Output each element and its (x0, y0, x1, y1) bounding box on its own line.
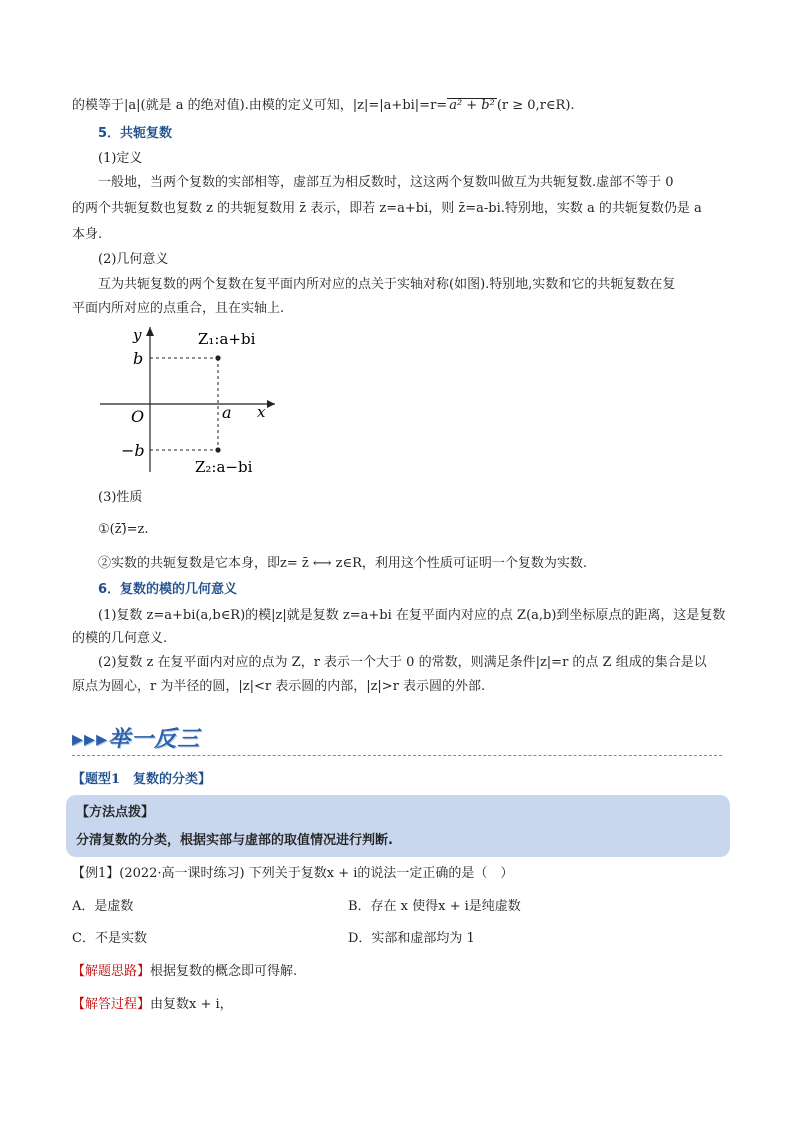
solution-process-label: 【解答过程】 (72, 997, 151, 1012)
a-label: a (222, 403, 232, 422)
example-stem: 【例1】(2022·高一课时练习) 下列关于复数x + i的说法一定正确的是（ ） (72, 866, 514, 881)
section-divider (72, 755, 722, 756)
option-b: B．存在 x 使得x + i是纯虚数 (348, 899, 521, 914)
modulus-text-line (72, 93, 722, 119)
x-axis-label: x (257, 403, 266, 421)
modulus-line-2: 的模的几何意义. (72, 631, 168, 646)
modulus-condition: (r ≥ 0,r∈R). (496, 98, 575, 113)
tip-title: 【方法点拨】 (76, 805, 155, 820)
sqrt-expression: a² + b² (449, 98, 495, 113)
solution-process-text: 由复数x + i， (150, 997, 233, 1012)
solution-idea-text: 根据复数的概念即可得解. (150, 964, 298, 979)
complex-plane-figure (95, 322, 285, 482)
z1-label: Z₁:a+bi (198, 330, 256, 348)
solution-idea-label: 【解题思路】 (72, 964, 151, 979)
modulus-line-4: 原点为圆心，r 为半径的圆，|z|<r 表示圆的内部，|z|>r 表示圆的外部. (72, 679, 486, 694)
section-banner: ▸▸▸举一反三 (72, 727, 201, 752)
modulus-definition: 的模等于|a|(就是 a 的绝对值).由模的定义可知，|z|=|a+bi|=r= (72, 98, 448, 113)
option-d: D．实部和虚部均为 1 (348, 931, 475, 946)
z2-label: Z₂:a−bi (195, 458, 253, 476)
geometry-title: (2)几何意义 (98, 252, 169, 267)
property-1: ①(z̄)̄=z. (98, 522, 149, 537)
tip-text: 分清复数的分类，根据实部与虚部的取值情况进行判断. (76, 833, 393, 848)
point-z1 (215, 355, 220, 360)
modulus-line-1: (1)复数 z=a+bi(a,b∈R)的模|z|就是复数 z=a+bi 在复平面内对应的点 Z(a,b)到坐标原点的距离，这是复数 (98, 608, 726, 623)
option-c: C．不是实数 (72, 931, 147, 946)
neg-b-label: −b (121, 441, 145, 460)
b-label: b (133, 349, 144, 368)
x-axis-arrow-icon (267, 400, 275, 408)
definition-title: (1)定义 (98, 151, 143, 166)
solution-idea (72, 959, 722, 985)
property-2: ②实数的共轭复数是它本身，即z= z̄ ⟷ z∈R，利用这个性质可证明一个复数为实数. (98, 556, 588, 571)
definition-line-2: 的两个共轭复数也复数 z 的共轭复数用 z̄ 表示，即若 z=a+bi，则 z̄=a-bi.特别地，实数 a 的共轭复数仍是 a (72, 201, 702, 216)
geometry-line-2: 平面内所对应的点重合，且在实轴上. (72, 301, 285, 316)
definition-line-3: 本身. (72, 227, 103, 242)
point-z2 (215, 447, 220, 452)
question-type-title: 【题型1 复数的分类】 (72, 772, 212, 787)
geometry-line-1: 互为共轭复数的两个复数在复平面内所对应的点关于实轴对称(如图).特别地,实数和它的共轭复数在复 (98, 277, 676, 292)
heading-conjugate: 5．共轭复数 (98, 126, 173, 141)
y-axis-arrow-icon (146, 327, 154, 336)
modulus-line-3: (2)复数 z 在复平面内对应的点为 Z，r 表示一个大于 0 的常数，则满足条件|z|=r 的点 Z 组成的集合是以 (98, 655, 707, 670)
origin-label: O (131, 407, 145, 426)
method-tip-box (66, 795, 730, 857)
property-title: (3)性质 (98, 490, 143, 505)
definition-line-1: 一般地，当两个复数的实部相等，虚部互为相反数时，这这两个复数叫做互为共轭复数.虚部不等于 0 (98, 175, 674, 190)
y-axis-label: y (133, 326, 142, 344)
heading-modulus-geometry: 6．复数的模的几何意义 (98, 582, 238, 597)
solution-process (72, 992, 722, 1018)
option-a: A．是虚数 (72, 899, 134, 914)
